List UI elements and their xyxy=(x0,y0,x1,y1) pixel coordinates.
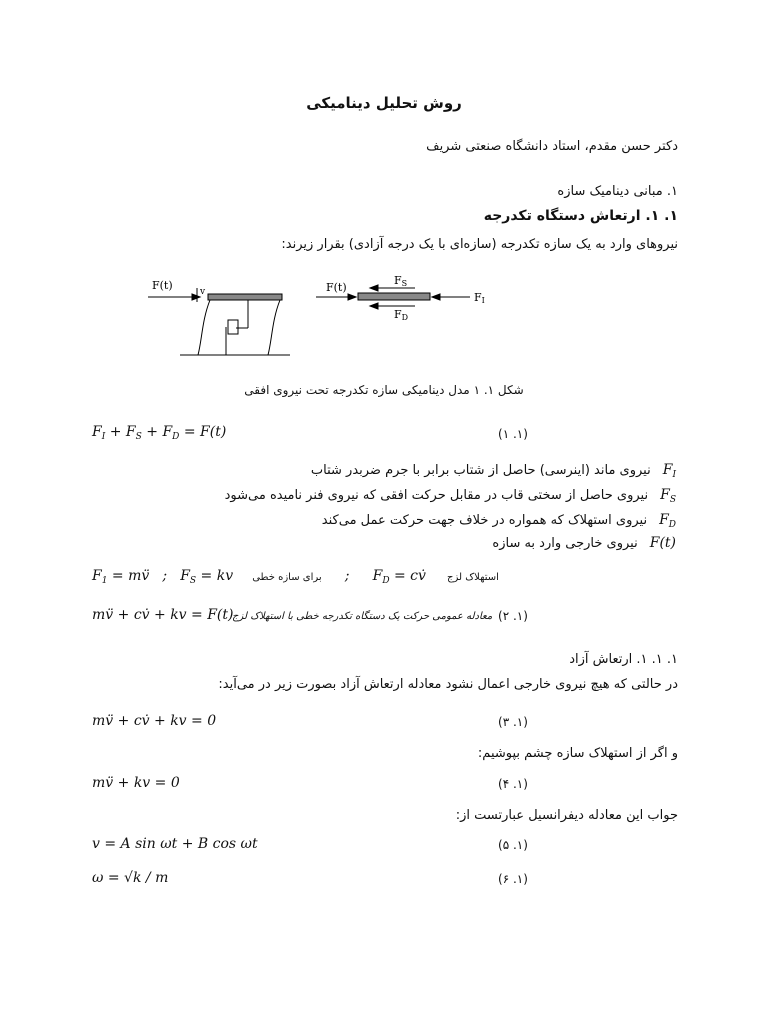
section-heading-1: ۱. مبانی دینامیک سازه xyxy=(557,184,678,199)
section-heading-1-1: ۱. ۱. ارتعاش دستگاه تکدرجه xyxy=(483,208,678,224)
damping-paragraph: و اگر از استهلاک سازه چشم بپوشیم: xyxy=(477,746,678,761)
equation-5: v = A sin ωt + B cos ωt xyxy=(92,836,258,852)
section-heading-1-1-1: ۱. ۱. ۱. ارتعاش آزاد xyxy=(569,652,678,667)
damper-icon xyxy=(228,320,238,334)
def-fi: $F_Iنیروی$ ماند (اینرسی) حاصل از شتاب برابر با جرم ضربدر شتاب xyxy=(310,462,676,480)
right-column xyxy=(268,300,280,355)
fi-label: FI xyxy=(474,291,485,305)
equation-2: mv̈ + cv̇ + kv = F(t) xyxy=(92,607,234,623)
page-title: روش تحلیل دینامیکی xyxy=(306,94,462,112)
fd-label: FD xyxy=(394,308,409,322)
equation-1: $F_I + F_S + F_D = F(t)$ xyxy=(92,424,227,442)
mass-block xyxy=(358,293,430,300)
equation-2-note: معادله عمومی حرکت یک دستگاه تکدرجه خطی با استهلاک لزج xyxy=(232,611,493,622)
free-vibration-paragraph: در حالتی که هیچ نیروی خارجی اعمال نشود معادله ارتعاش آزاد بصورت زیر در می‌آید: xyxy=(218,677,678,692)
frame-diagram xyxy=(148,288,290,355)
equation-4: mv̈ + kv = 0 xyxy=(92,775,180,791)
def-ft: F(t)نیروی خارجی وارد به سازه xyxy=(492,535,676,551)
equation-6: ω = √k / m xyxy=(92,870,169,886)
disp-label: v xyxy=(200,287,206,297)
solution-paragraph: جواب این معادله دیفرانسیل عبارتست از: xyxy=(455,808,678,823)
def-fs: $F_Sنیروی$ حاصل از سختی قاب در مقابل حرکت افقی که نیروی فنر نامیده می‌شود xyxy=(224,487,676,505)
equation-3-number: (۱. ۳) xyxy=(498,715,528,729)
relations-line: $F_1$ = mv̈ ; $F_S$ = kv برای سازه خطی ; $F_D$ = cv̇ استهلاک لزج xyxy=(92,568,499,586)
equation-3: mv̈ + cv̇ + kv = 0 xyxy=(92,713,217,729)
equation-6-number: (۱. ۶) xyxy=(498,872,528,886)
rigid-beam xyxy=(208,294,282,300)
def-fd: $F_Dنیروی$ استهلاک که همواره در خلاف جهت حرکت عمل می‌کند xyxy=(321,512,676,530)
equation-5-number: (۱. ۵) xyxy=(498,838,528,852)
arrowhead xyxy=(192,294,200,300)
right-force-label: F(t) xyxy=(326,281,347,294)
left-column xyxy=(198,300,210,355)
left-force-label: F(t) xyxy=(152,279,173,292)
author-line: دکتر حسن مقدم، استاد دانشگاه صنعتی شریف xyxy=(426,139,678,154)
equation-4-number: (۱. ۴) xyxy=(498,777,528,791)
equation-1-number: (۱. ۱) xyxy=(498,427,528,441)
figure-caption: شکل ۱. ۱ مدل دینامیکی سازه تکدرجه تحت نیروی افقی xyxy=(244,383,524,397)
equation-2-number: (۱. ۲) xyxy=(498,609,528,623)
fs-label: FS xyxy=(394,274,408,288)
sdof-figure xyxy=(140,270,500,365)
intro-paragraph: نیروهای وارد به یک سازه تکدرجه (سازه‌ای با یک درجه آزادی) بقرار زیرند: xyxy=(281,237,678,252)
